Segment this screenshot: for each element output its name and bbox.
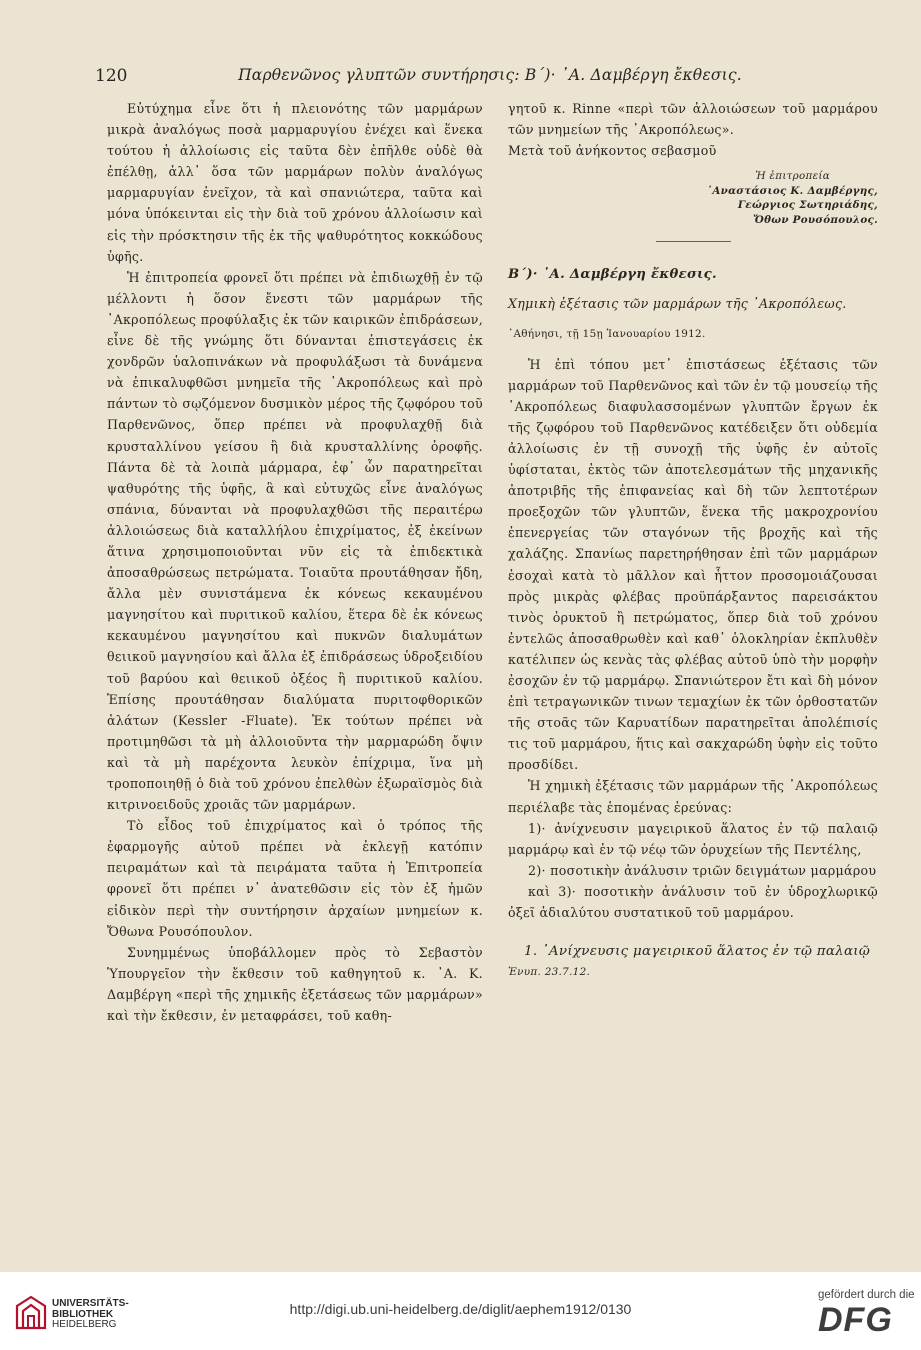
source-url-link[interactable]: http://digi.ub.uni-heidelberg.de/diglit/aephem1912/0130 xyxy=(289,1301,632,1317)
subsection-title: 1. ᾿Ανίχνευσις μαγειρικοῦ ἅλατος ἐν τῷ παλαιῷ xyxy=(524,944,871,960)
signature-label: Ἡ ἐπιτροπεία xyxy=(755,170,830,183)
paragraph: Συνημμένως ὑποβάλλομεν πρὸς τὸ Σεβαστὸν Ὑπουργεῖον τὴν ἔκθεσιν τοῦ καθηγητοῦ κ. ᾿Α. Κ. Δαμβέργη «περὶ τῆς χημικῆς ἐξετάσεως τῶν μαρμάρων» καὶ τὴν ἔκθεσιν, ἐν μεταφράσει, τοῦ καθη- xyxy=(107,944,483,1024)
page-header xyxy=(95,66,885,96)
funded-by-label: gefördert durch die xyxy=(818,1289,915,1301)
right-column xyxy=(508,98,878,983)
divider xyxy=(656,241,731,242)
footer-bar xyxy=(0,1272,921,1350)
signature-block xyxy=(508,169,878,227)
paragraph-continuation: γητοῦ κ. Rinne «περὶ τῶν ἀλλοιώσεων τοῦ μαρμάρου τῶν μνημείων τῆς ᾿Ακροπόλεως». xyxy=(508,101,878,138)
left-column xyxy=(107,98,483,1026)
paragraph: Ἡ ἐπὶ τόπου μετ᾿ ἐπιστάσεως ἐξέτασις τῶν μαρμάρων τοῦ Παρθενῶνος καὶ τῶν ἐν τῷ μουσείῳ τῆς ᾿Ακροπόλεως διαφυλασσομένων γλυπτῶν ἔργων ἐκ τῆς ζῳφόρου τοῦ Παρθενῶνος κατέδειξεν ὅτι οὐδεμία ἀλλοίωσις ἐν τῇ συνοχῇ τῆς ὑφῆς ἐν αὐτοῖς ὑφίσταται, ἐκτὸς τῶν ἀποτελεσμάτων τῆς μηχανικῆς ἀποτριβῆς τῆς ἐπιφανείας καὶ δὴ τῶν λεπτοτέρων προεξοχῶν τῶν γλυπτῶν, ἕνεκα τῆς μακροχρονίου ἐπενεργείας τῶν σταγόνων τῆς βροχῆς καὶ τῆς χαλάζης. Σπανίως παρετηρήθησαν ἐπὶ τῶν μαρμάρων ἐσοχαὶ κατὰ τὸ μᾶλλον καὶ ἧττον προσομοιάζουσαι πρὸς μικρὰς φλέβας προϋπάρξαντος παρεισάκτου τινὸς ὀρυκτοῦ ἢ πετρώματος, ὅπερ διὰ τοῦ χρόνου ἐντελῶς ἀποσαθρωθὲν καὶ καθ᾿ ὁλοκληρίαν ἐκπλυθὲν κατέλιπεν ὡς κενὰς τὰς φλέβας αὐτοῦ ὑπὸ τὴν μορφὴν ἐσοχῶν ἐν τῷ μαρμάρῳ. Σπανιώτερον ἔτι καὶ δὴ μόνον ἐπὶ τετραγωνικῶν τινων τεμαχίων ἐκ τῶν ὀρθοστατῶν τῆς στοᾶς τῶν Καρυατίδων παρατηρεῖται ἀπολέπισίς τις τοῦ μαρμάρου, ἥτις καὶ σακχαρώδη ὑφὴν εἰς τοῦτο προσδίδει. xyxy=(508,356,878,773)
list-item: 1)· ἀνίχνευσιν μαγειρικοῦ ἅλατος ἐν τῷ παλαιῷ μαρμάρῳ καὶ ἐν τῷ νέῳ τῶν ὀρυχείων τῆς Πεντέλης, xyxy=(508,820,878,857)
closing-line: Μετὰ τοῦ ἀνήκοντος σεβασμοῦ xyxy=(508,143,717,159)
section-subtitle: Χημικὴ ἐξέτασις τῶν μαρμάρων τῆς ᾿Ακροπόλεως. xyxy=(508,296,847,312)
dateline: ᾿Αθήνησι, τῇ 15ῃ Ἰανουαρίου 1912. xyxy=(508,328,706,341)
page-number: 120 xyxy=(95,66,128,86)
paragraph: Εὐτύχημα εἶνε ὅτι ἡ πλειονότης τῶν μαρμάρων μικρὰ ἀναλόγως ποσὰ μαρμαρυγίου ἐνέχει καὶ ἕνεκα τούτου ἡ ἀλλοίωσις εἰς ταῦτα δὲν ἐπῆλθε οὐδὲ θὰ ἐπέλθῃ, ἀλλ᾿ ὅσα τῶν μαρμάρων πολὺν ἀναλόγως μαρμαρυγίαν ἐνεῖχον, τὰ καὶ σπανιώτερα, ταῦτα καὶ μόνα ὑπόκεινται εἰς τὴν διὰ τοῦ χρόνου ἀλλοίωσιν καὶ εἰς τὴν πρόσκτησιν τῆς ἐκ τῆς ψαθυρότητος κοκκώδους ὑφῆς. xyxy=(107,101,483,264)
signature-name: Ὄθων Ρουσόπουλος. xyxy=(753,213,878,226)
library-name: UNIVERSITÄTS- BIBLIOTHEK HEIDELBERG xyxy=(52,1298,129,1330)
list-item: καὶ 3)· ποσοτικὴν ἀνάλυσιν τοῦ ἐν ὑδροχλωρικῷ ὀξεῖ ἀδιαλύτου συστατικοῦ τοῦ μαρμάρου. xyxy=(508,883,878,920)
paragraph: Ἡ χημικὴ ἐξέτασις τῶν μαρμάρων τῆς ᾿Ακροπόλεως περιέλαβε τὰς ἑπομένας ἐρεύνας: xyxy=(508,778,878,815)
subsection-date: Ἐνυπ. 23.7.12. xyxy=(508,966,591,979)
signature-name: Γεώργιος Σωτηριάδης, xyxy=(737,199,878,212)
paragraph: Τὸ εἶδος τοῦ ἐπιχρίματος καὶ ὁ τρόπος τῆς ἐφαρμογῆς αὐτοῦ πρέπει νὰ ἐκλεγῇ κατόπιν πειραμάτων καὶ τὰ πειράματα ταῦτα ἡ Ἐπιτροπεία φρονεῖ ὅτι πρέπει ν᾿ ἀνατεθῶσιν εἰς τὸν ἐξ ἡμῶν εἰδικὸν περὶ τὴν συντήρησιν ἀρχαίων μνημείων κ. Ὄθωνα Ρουσόπουλον. xyxy=(107,818,483,939)
running-title: Παρθενῶνος γλυπτῶν συντήρησις: Β΄)· ᾿Α. Δαμβέργη ἔκθεσις. xyxy=(238,66,742,84)
signature-name: ᾿Αναστάσιος Κ. Δαμβέργης, xyxy=(706,184,878,197)
list-item: 2)· ποσοτικὴν ἀνάλυσιν τριῶν δειγμάτων μαρμάρου xyxy=(528,862,877,878)
section-title: Β΄)· ᾿Α. Δαμβέργη ἔκθεσις. xyxy=(508,267,717,283)
dfg-logo: DFG xyxy=(818,1301,893,1339)
paragraph: Ἡ ἐπιτροπεία φρονεῖ ὅτι πρέπει νὰ ἐπιδιωχθῇ ἐν τῷ μέλλοντι ἡ ὅσον ἔνεστι τῶν μαρμάρων τῆς ᾿Ακροπόλεως προφύλαξις ἐκ τῶν καιρικῶν ἐπιδράσεων, εἶνε δὲ τῆς γνώμης ὅτι δύνανται ἐπιστεγάσεις ἐκ χονδρῶν ὑαλοπινάκων νὰ προφυλάξωσι τὰ δυνάμενα νὰ ἐπικαλυφθῶσι μνημεῖα τῆς ᾿Ακροπόλεως καὶ πρὸ πάντων τὸ σῳζόμενον δυσμικὸν μέρος τῆς ζῳφόρου τοῦ Παρθενῶνος, ὅπερ πρέπει νὰ προφυλαχθῇ διὰ κρυσταλλίνου γείσου ἢ διὰ κρυσταλλίνης ὀροφῆς. Πάντα δὲ τὰ λοιπὰ μάρμαρα, ἐφ᾿ ὧν παρατηρεῖται ψαθυρότης τῆς ὑφῆς, ἃ καὶ εὐτυχῶς εἶνε ἀναλόγως σπάνια, δύνανται νὰ προφυλαχθῶσι τῆς περαιτέρω ἀλλοιώσεως διὰ καταλλήλου ἐπιχρίματος, ἐξ ἐκείνων ἅτινα χρησιμοποιοῦνται νῦν εἰς τὰ ἐπιδεκτικὰ ἀποσαθρώσεως πετρώματα. Τοιαῦτα προυτάθησαν ἤδη, ἄλλα μὲν συνιστάμενα ἐκ κόνεως κεκαυμένου μαγνησίτου καὶ πυριτικοῦ καλίου, ἕτερα δὲ ἐκ κόνεως κεκαυμένου μαγνησίτου καὶ πυκνῶν διαλυμάτων θειικοῦ μαγνησίου καὶ ἄλλα ἐξ ἐπιδράσεως ὑδροξειδίου τοῦ βαρύου καὶ θειικοῦ ὀξέος ἢ πυριτικοῦ καλίου. Ἐπίσης προυτάθησαν διαλύματα πυριτοφθορικῶν ἁλάτων (Kessler -Fluate). Ἐκ τούτων πρέπει νὰ προτιμηθῶσι τὰ μὴ ἀλλοιοῦντα τὴν μαρμαρώδη ὄψιν καὶ τὰ μὴ παρέχοντα λευκὸν ἐπίχριμα, ἵνα μὴ τροποποιηθῇ ὁ διὰ τοῦ χρόνου ἐπελθὼν ἐξωραϊσμὸς διὰ κιτρινοειδοῦς χροιᾶς τῶν μαρμάρων. xyxy=(107,269,483,813)
